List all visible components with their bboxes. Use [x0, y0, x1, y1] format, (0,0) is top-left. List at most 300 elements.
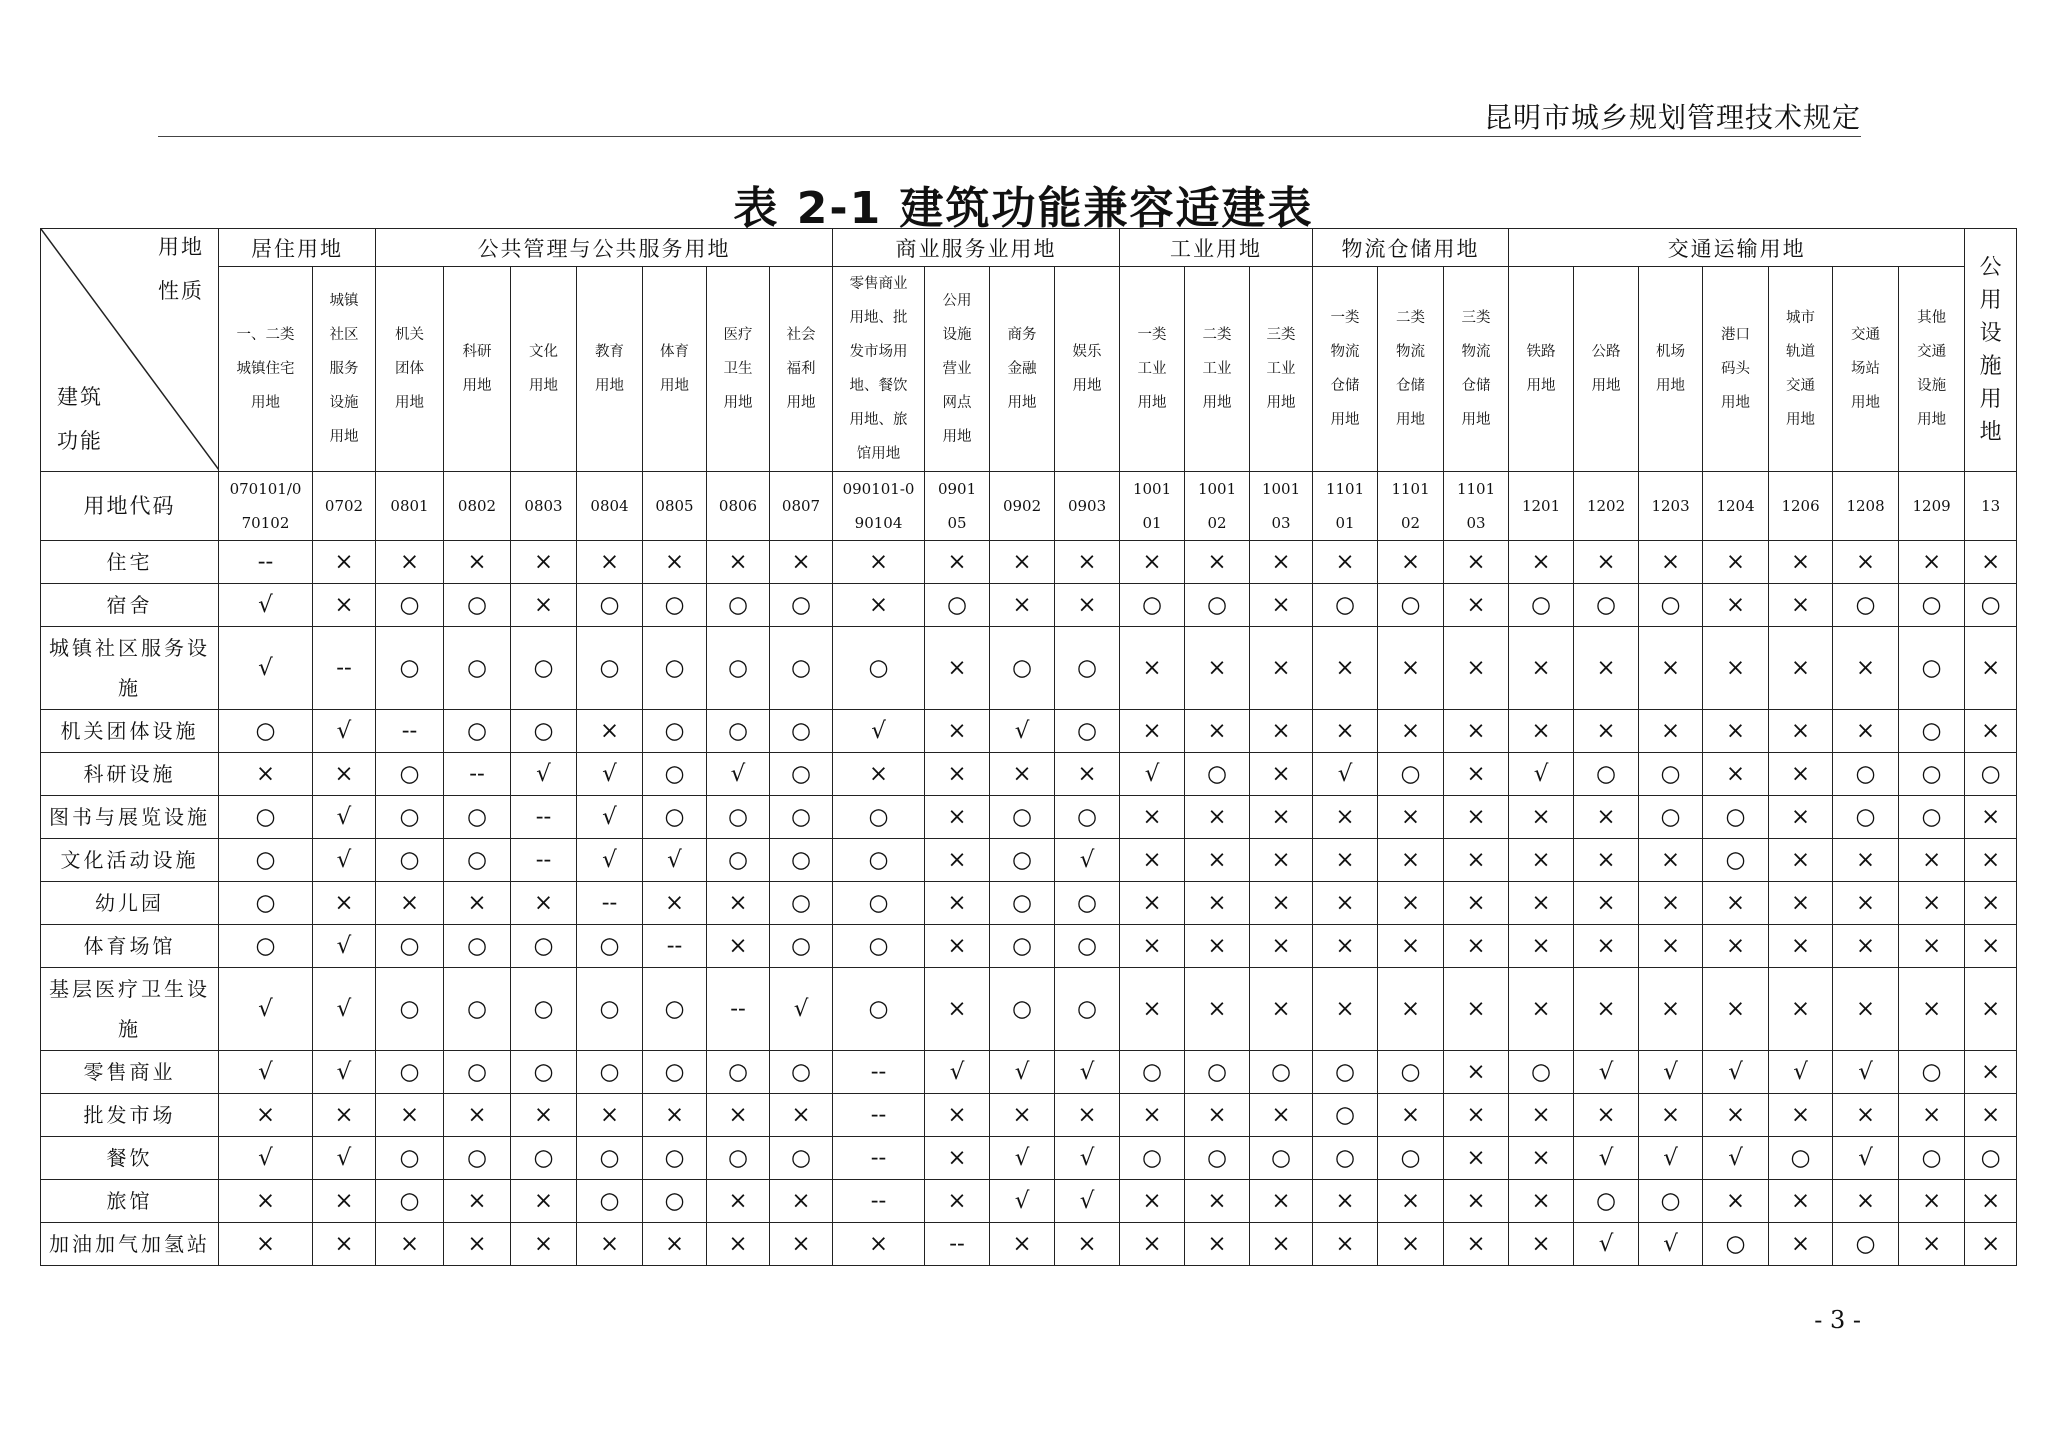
compatibility-cell: × [1965, 925, 2017, 968]
land-code-line: 1203 [1651, 497, 1690, 515]
land-code-line: 0807 [781, 497, 821, 515]
land-code-cell [444, 472, 511, 541]
subcolumn-header-line: 用地 [251, 395, 280, 411]
compatibility-cell: -- [313, 627, 376, 710]
subcolumn-header-line: 馆用地 [856, 446, 901, 462]
utility-header-char: 用 [1979, 288, 2002, 313]
group-header-residential: 居住用地 [219, 229, 376, 267]
compatibility-cell: ○ [1833, 753, 1899, 796]
compatibility-cell: √ [1639, 1223, 1703, 1266]
subcolumn-header-line: 用地 [1851, 395, 1881, 411]
compatibility-cell: × [1055, 1223, 1120, 1266]
compatibility-cell: × [313, 1094, 376, 1137]
compatibility-cell: × [1703, 925, 1769, 968]
compatibility-cell: √ [219, 1051, 313, 1094]
compatibility-cell: ○ [1120, 584, 1185, 627]
compatibility-cell: √ [219, 627, 313, 710]
compatibility-cell: ○ [643, 796, 707, 839]
compatibility-cell: × [1965, 796, 2017, 839]
compatibility-cell: × [990, 1223, 1055, 1266]
compatibility-cell: ○ [643, 753, 707, 796]
row-label [41, 710, 219, 753]
compatibility-cell: × [1313, 541, 1378, 584]
subcolumn-header-line: 机场 [1656, 344, 1686, 360]
table-row [41, 796, 2017, 839]
compatibility-cell: ○ [219, 882, 313, 925]
land-code-line: 1001 [1132, 480, 1172, 498]
compatibility-cell: × [1509, 968, 1574, 1051]
compatibility-cell: √ [1313, 753, 1378, 796]
compatibility-cell: × [1833, 968, 1899, 1051]
compatibility-cell: × [833, 541, 925, 584]
row-label [41, 882, 219, 925]
compatibility-cell: × [1769, 753, 1833, 796]
compatibility-cell: × [1120, 627, 1185, 710]
subcolumn-header [990, 267, 1055, 472]
subcolumn-header-line: 用地、旅 [849, 412, 908, 428]
compatibility-cell: √ [219, 1137, 313, 1180]
compatibility-cell: × [1250, 627, 1313, 710]
compatibility-cell: √ [1574, 1051, 1639, 1094]
compatibility-cell: ○ [1639, 584, 1703, 627]
table-row [41, 968, 2017, 1051]
compatibility-cell: × [1120, 796, 1185, 839]
land-code-cell [643, 472, 707, 541]
compatibility-cell: ○ [1378, 584, 1444, 627]
compatibility-cell: × [1509, 839, 1574, 882]
compatibility-cell: ○ [376, 584, 444, 627]
compatibility-cell: ○ [770, 1137, 833, 1180]
subcolumn-header-line: 用地 [1917, 412, 1947, 428]
subcolumn-header [1444, 267, 1509, 472]
compatibility-cell: × [1509, 710, 1574, 753]
subcolumn-header-line: 文化 [529, 344, 558, 360]
table-row [41, 627, 2017, 710]
land-code-line: 0901 [937, 480, 977, 498]
compatibility-cell: × [1965, 882, 2017, 925]
compatibility-cell: ○ [444, 796, 511, 839]
compatibility-cell: ○ [770, 882, 833, 925]
row-label-line: 机关团体设施 [60, 719, 199, 743]
compatibility-cell: × [1444, 753, 1509, 796]
compatibility-cell: ○ [1185, 753, 1250, 796]
subcolumn-header-line: 用地 [1461, 412, 1491, 428]
compatibility-cell: ○ [643, 584, 707, 627]
compatibility-cell: × [1313, 710, 1378, 753]
table-row [41, 882, 2017, 925]
row-label [41, 796, 219, 839]
compatibility-cell: × [1833, 882, 1899, 925]
subcolumn-header-line: 二类 [1202, 327, 1232, 343]
subcolumn-header-line: 用地 [595, 378, 624, 394]
compatibility-cell: ○ [707, 627, 770, 710]
compatibility-cell: × [1574, 710, 1639, 753]
compatibility-cell: × [1185, 1223, 1250, 1266]
subcolumn-header-line: 设施 [1917, 378, 1947, 394]
subcolumn-header-line: 社区 [329, 327, 359, 343]
subcolumn-header-line: 用地 [786, 395, 816, 411]
compatibility-cell: ○ [1833, 584, 1899, 627]
land-code-line: 0903 [1067, 497, 1107, 515]
subcolumn-header-line: 物流 [1330, 344, 1360, 360]
compatibility-cell: ○ [833, 627, 925, 710]
subcolumn-header-line: 设施 [942, 327, 972, 343]
compatibility-cell: ○ [770, 753, 833, 796]
compatibility-cell: × [376, 1094, 444, 1137]
land-code-line: 03 [1271, 514, 1291, 532]
land-code-cell [1769, 472, 1833, 541]
compatibility-cell: ○ [577, 584, 643, 627]
row-label-line: 宿舍 [106, 593, 153, 617]
table-row [41, 839, 2017, 882]
compatibility-cell: ○ [1703, 839, 1769, 882]
compatibility-cell: × [1899, 1094, 1965, 1137]
compatibility-cell: √ [770, 968, 833, 1051]
compatibility-cell: × [1965, 1180, 2017, 1223]
compatibility-cell: × [1185, 925, 1250, 968]
land-code-line: 0806 [718, 497, 758, 515]
compatibility-cell: × [1574, 796, 1639, 839]
row-label-line: 基层医疗卫生设 [49, 977, 210, 1001]
compatibility-cell: × [770, 1180, 833, 1223]
row-label [41, 627, 219, 710]
table-row [41, 1223, 2017, 1266]
compatibility-cell: × [1703, 541, 1769, 584]
compatibility-cell: √ [219, 584, 313, 627]
compatibility-cell: × [1250, 882, 1313, 925]
subcolumn-header-line: 城镇 [329, 293, 359, 309]
compatibility-cell: × [1185, 541, 1250, 584]
compatibility-cell: ○ [1703, 796, 1769, 839]
compatibility-cell: ○ [990, 968, 1055, 1051]
compatibility-cell: × [1833, 1094, 1899, 1137]
compatibility-cell: × [1833, 627, 1899, 710]
compatibility-cell: × [925, 882, 990, 925]
subcolumn-header-line: 交通 [1851, 327, 1881, 343]
subcolumn-header [1185, 267, 1250, 472]
compatibility-cell: × [511, 1223, 577, 1266]
compatibility-cell: ○ [1378, 753, 1444, 796]
compatibility-cell: ○ [1250, 1051, 1313, 1094]
row-label [41, 1223, 219, 1266]
compatibility-cell: -- [833, 1094, 925, 1137]
compatibility-cell: × [707, 541, 770, 584]
compatibility-cell: × [219, 753, 313, 796]
compatibility-cell: ○ [643, 627, 707, 710]
land-code-row [41, 472, 2017, 541]
compatibility-cell: × [313, 1223, 376, 1266]
land-code-line: 02 [1207, 514, 1227, 532]
subcolumn-header-line: 三类 [1461, 310, 1491, 326]
land-code-line: 1206 [1781, 497, 1820, 515]
subcolumn-header-line: 物流 [1461, 344, 1491, 360]
compatibility-cell: ○ [1509, 584, 1574, 627]
subcolumn-header-line: 其他 [1917, 310, 1947, 326]
compatibility-cell: ○ [1574, 584, 1639, 627]
row-label [41, 1137, 219, 1180]
compatibility-cell: × [1378, 541, 1444, 584]
subcolumn-header [1833, 267, 1899, 472]
compatibility-cell: ○ [511, 710, 577, 753]
subcolumn-header-line: 用地 [1072, 378, 1102, 394]
compatibility-cell: × [1509, 541, 1574, 584]
row-label-line: 施 [118, 676, 141, 700]
compatibility-cell: × [1120, 839, 1185, 882]
compatibility-cell: × [1444, 541, 1509, 584]
compatibility-cell: √ [990, 1137, 1055, 1180]
compatibility-cell: × [1313, 1223, 1378, 1266]
row-label-line: 幼儿园 [95, 891, 164, 915]
compatibility-cell: × [1899, 1180, 1965, 1223]
compatibility-cell: ○ [707, 710, 770, 753]
compatibility-cell: × [1574, 882, 1639, 925]
compatibility-cell: × [1250, 584, 1313, 627]
subcolumn-header-line: 医疗 [723, 327, 753, 343]
compatibility-cell: × [1833, 925, 1899, 968]
compatibility-cell: × [1965, 627, 2017, 710]
compatibility-cell: × [1639, 925, 1703, 968]
compatibility-cell: √ [313, 839, 376, 882]
subcolumn-header-line: 一类 [1330, 310, 1360, 326]
compatibility-cell: × [1120, 1180, 1185, 1223]
compatibility-cell: ○ [990, 627, 1055, 710]
compatibility-cell: × [1313, 796, 1378, 839]
land-code-cell [925, 472, 990, 541]
compatibility-cell: -- [511, 796, 577, 839]
compatibility-cell: × [925, 1137, 990, 1180]
land-code-line: 1101 [1391, 480, 1430, 498]
compatibility-cell: × [1639, 968, 1703, 1051]
compatibility-cell: √ [990, 710, 1055, 753]
compatibility-cell: √ [577, 839, 643, 882]
subcolumn-header-line: 三类 [1266, 327, 1296, 343]
land-code-cell [1833, 472, 1899, 541]
compatibility-cell: ○ [1378, 1051, 1444, 1094]
group-header-utility [1965, 229, 2017, 472]
land-code-line: 90104 [854, 514, 903, 532]
compatibility-cell: √ [990, 1051, 1055, 1094]
compatibility-cell: ○ [444, 839, 511, 882]
compatibility-cell: -- [925, 1223, 990, 1266]
compatibility-cell: × [1965, 710, 2017, 753]
row-label [41, 1094, 219, 1137]
compatibility-cell: × [376, 541, 444, 584]
compatibility-cell: × [770, 541, 833, 584]
compatibility-cell: √ [1703, 1051, 1769, 1094]
compatibility-cell: -- [833, 1051, 925, 1094]
compatibility-cell: ○ [1185, 1051, 1250, 1094]
compatibility-cell: × [1055, 753, 1120, 796]
corner-label-nature: 性质 [158, 279, 204, 303]
compatibility-cell: × [925, 796, 990, 839]
compatibility-cell: ○ [1313, 1051, 1378, 1094]
compatibility-cell: ○ [990, 796, 1055, 839]
compatibility-cell: × [1899, 882, 1965, 925]
subcolumn-header-line: 铁路 [1526, 344, 1556, 360]
compatibility-cell: × [1444, 925, 1509, 968]
subcolumn-header-line: 社会 [786, 327, 816, 343]
subcolumn-header-line: 工业 [1266, 361, 1296, 377]
compatibility-cell: ○ [770, 627, 833, 710]
compatibility-cell: ○ [707, 584, 770, 627]
compatibility-cell: ○ [444, 627, 511, 710]
row-label [41, 925, 219, 968]
subcolumn-header-line: 港口 [1721, 327, 1751, 343]
compatibility-cell: × [1444, 584, 1509, 627]
compatibility-cell: ○ [1574, 1180, 1639, 1223]
subcolumn-header-line: 用地 [462, 378, 492, 394]
compatibility-cell: × [1899, 1223, 1965, 1266]
compatibility-cell: × [1185, 839, 1250, 882]
compatibility-cell: ○ [376, 753, 444, 796]
land-code-cell [376, 472, 444, 541]
compatibility-cell: × [1055, 541, 1120, 584]
compatibility-cell: ○ [219, 925, 313, 968]
compatibility-cell: ○ [1055, 627, 1120, 710]
compatibility-cell: √ [511, 753, 577, 796]
compatibility-cell: × [925, 541, 990, 584]
subcolumn-header-line: 仓储 [1330, 378, 1360, 394]
row-label [41, 1051, 219, 1094]
subcolumn-header-line: 体育 [660, 344, 689, 360]
compatibility-cell: × [1250, 753, 1313, 796]
compatibility-cell: ○ [770, 710, 833, 753]
row-label [41, 753, 219, 796]
compatibility-cell: × [643, 541, 707, 584]
subcolumn-header-line: 用地 [1202, 395, 1232, 411]
subcolumn-header-line: 福利 [786, 361, 816, 377]
compatibility-cell: × [1833, 541, 1899, 584]
subcolumn-header [1639, 267, 1703, 472]
land-code-line: 1208 [1846, 497, 1885, 515]
land-code-line: 1202 [1586, 497, 1626, 515]
land-code-cell [1185, 472, 1250, 541]
compatibility-cell: ○ [1120, 1051, 1185, 1094]
compatibility-cell: ○ [376, 1180, 444, 1223]
group-header-commercial: 商业服务业用地 [833, 229, 1120, 267]
subcolumn-header-line: 娱乐 [1072, 344, 1102, 360]
compatibility-cell: × [1313, 1180, 1378, 1223]
compatibility-cell: × [1444, 968, 1509, 1051]
compatibility-cell: × [1378, 1094, 1444, 1137]
compatibility-cell: × [444, 882, 511, 925]
subcolumn-header-line: 用地 [1396, 412, 1426, 428]
compatibility-cell: × [1120, 925, 1185, 968]
subcolumn-header [1250, 267, 1313, 472]
compatibility-cell: √ [577, 753, 643, 796]
land-code-line: 1101 [1456, 480, 1496, 498]
subcolumn-header-line: 用地 [1786, 412, 1816, 428]
compatibility-cell: × [1769, 1180, 1833, 1223]
row-label [41, 584, 219, 627]
compatibility-cell: √ [313, 968, 376, 1051]
compatibility-cell: × [1769, 968, 1833, 1051]
compatibility-cell: × [1965, 968, 2017, 1051]
compatibility-cell: × [511, 584, 577, 627]
compatibility-cell: √ [707, 753, 770, 796]
compatibility-cell: × [1120, 882, 1185, 925]
land-code-cell [1444, 472, 1509, 541]
land-code-line: 02 [1400, 514, 1421, 532]
compatibility-cell: × [1185, 882, 1250, 925]
compatibility-cell: ○ [1965, 584, 2017, 627]
table-row [41, 1137, 2017, 1180]
compatibility-cell: ○ [376, 627, 444, 710]
compatibility-cell: √ [313, 1051, 376, 1094]
compatibility-cell: × [1574, 968, 1639, 1051]
compatibility-cell: ○ [1185, 584, 1250, 627]
land-code-cell [1313, 472, 1378, 541]
compatibility-cell: × [1378, 925, 1444, 968]
land-code-line: 1101 [1325, 480, 1365, 498]
compatibility-cell: × [1703, 584, 1769, 627]
compatibility-cell: √ [1639, 1051, 1703, 1094]
compatibility-cell: ○ [1899, 796, 1965, 839]
compatibility-cell: ○ [376, 1051, 444, 1094]
compatibility-cell: × [1899, 839, 1965, 882]
compatibility-cell: ○ [707, 839, 770, 882]
compatibility-cell: ○ [707, 1051, 770, 1094]
compatibility-cell: × [833, 584, 925, 627]
compatibility-cell: √ [643, 839, 707, 882]
compatibility-cell: × [1509, 1137, 1574, 1180]
compatibility-cell: ○ [770, 839, 833, 882]
land-code-cell [1250, 472, 1313, 541]
land-code-line: 1209 [1912, 497, 1951, 515]
subcolumn-header [577, 267, 643, 472]
utility-header-char: 施 [1979, 354, 2002, 379]
compatibility-cell: × [1444, 1223, 1509, 1266]
subcolumn-header [219, 267, 313, 472]
compatibility-cell: ○ [219, 839, 313, 882]
land-code-cell [577, 472, 643, 541]
compatibility-cell: × [1769, 796, 1833, 839]
land-code-line: 03 [1466, 514, 1486, 532]
compatibility-cell: -- [833, 1180, 925, 1223]
compatibility-cell: × [925, 968, 990, 1051]
compatibility-cell: -- [707, 968, 770, 1051]
land-code-line: 1204 [1716, 497, 1755, 515]
subcolumn-header-line: 用地、批 [849, 310, 908, 326]
compatibility-cell: × [1185, 968, 1250, 1051]
compatibility-cell: ○ [770, 584, 833, 627]
compatibility-cell: ○ [1185, 1137, 1250, 1180]
compatibility-cell: √ [925, 1051, 990, 1094]
row-label-line: 旅馆 [106, 1189, 153, 1213]
land-code-line: 0702 [324, 497, 364, 515]
compatibility-cell: ○ [1899, 1137, 1965, 1180]
compatibility-cell: × [1899, 968, 1965, 1051]
row-label-line: 城镇社区服务设 [49, 636, 210, 660]
compatibility-cell: ○ [511, 925, 577, 968]
compatibility-cell: √ [1574, 1137, 1639, 1180]
compatibility-cell: ○ [643, 710, 707, 753]
compatibility-cell: ○ [1120, 1137, 1185, 1180]
subcolumn-header-line: 用地 [1591, 378, 1621, 394]
compatibility-cell: × [1055, 1094, 1120, 1137]
compatibility-cell: × [219, 1223, 313, 1266]
compatibility-cell: ○ [990, 882, 1055, 925]
compatibility-cell: × [1574, 1094, 1639, 1137]
compatibility-cell: -- [219, 541, 313, 584]
compatibility-cell: × [1703, 627, 1769, 710]
land-code-line: 1001 [1197, 480, 1237, 498]
compatibility-cell: × [1313, 839, 1378, 882]
compatibility-cell: × [444, 541, 511, 584]
land-code-cell [1574, 472, 1639, 541]
compatibility-cell: × [577, 541, 643, 584]
compatibility-cell: × [313, 753, 376, 796]
